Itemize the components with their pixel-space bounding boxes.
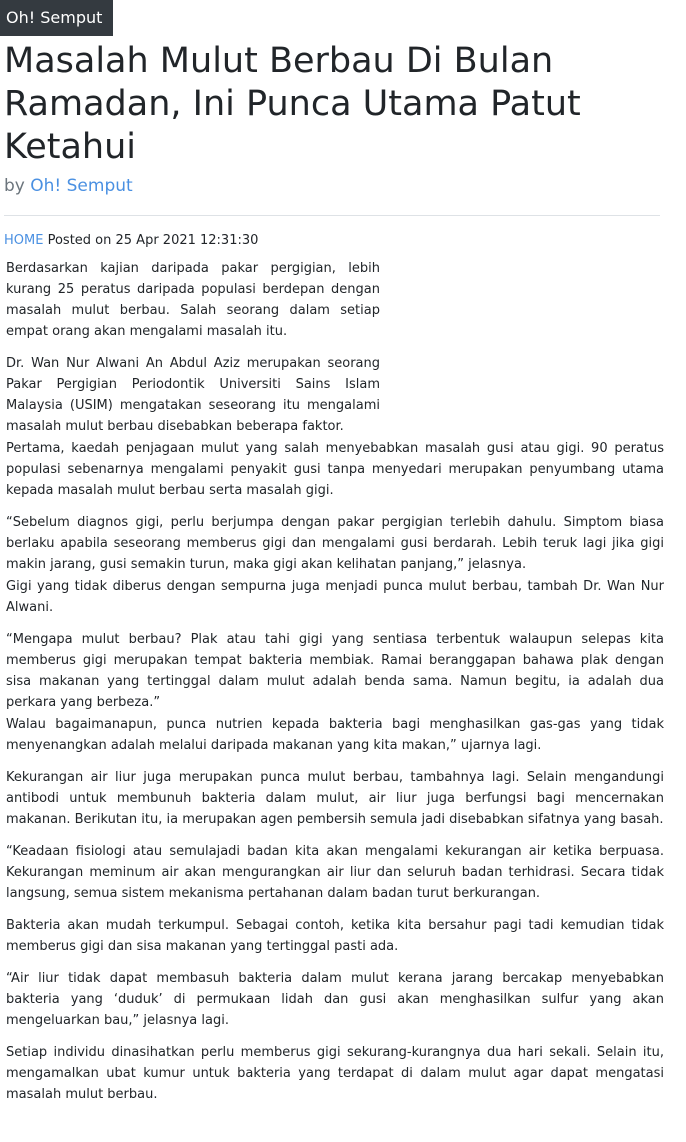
posted-date: Posted on 25 Apr 2021 12:31:30	[47, 233, 259, 248]
paragraph: Bakteria akan mudah terkumpul. Sebagai contoh, ketika kita bersahur pagi tadi kemudian tidak memberus gigi dan sisa makanan yang tertinggal pasti ada.	[6, 918, 664, 954]
paragraph: “Sebelum diagnos gigi, perlu berjumpa dengan pakar pergigian terlebih dahulu. Simptom biasa berlaku apabila seseorang memberus gigi dan mengalami gusi berdarah. Lebih teruk lagi jika gigi makin jarang, gusi semakin turun, maka gigi akan kelihatan panjang,” jelasnya.	[6, 515, 664, 572]
article-body	[6, 258, 664, 1105]
post-meta	[4, 233, 258, 248]
article-title: Masalah Mulut Berbau Di Bulan Ramadan, Ini Punca Utama Patut Ketahui	[4, 41, 581, 167]
author-link[interactable]: Oh! Semput	[30, 176, 133, 196]
paragraph: Kekurangan air liur juga merupakan punca mulut berbau, tambahnya lagi. Selain mengandungi antibodi untuk membunuh bakteria dalam mulut, air liur juga berfungsi bagi mencernakan makanan. Berikutan itu, ia merupakan agen pembersih semula jadi disebabkan sifatnya yang basah.	[6, 770, 664, 827]
byline-prefix: by	[4, 176, 25, 196]
paragraph: Dr. Wan Nur Alwani An Abdul Aziz merupakan seorang Pakar Pergigian Periodontik Universiti Sains Islam Malaysia (USIM) mengatakan seseorang itu mengalami masalah mulut berbau disebabkan beberapa faktor.	[6, 356, 380, 434]
paragraph: Walau bagaimanapun, punca nutrien kepada bakteria bagi menghasilkan gas-gas yang tidak menyenangkan adalah melalui daripada makanan yang kita makan,” ujarnya lagi.	[6, 717, 664, 753]
breadcrumb-home-link[interactable]: HOME	[4, 233, 44, 248]
paragraph: Setiap individu dinasihatkan perlu memberus gigi sekurang-kurangnya dua hari sekali. Selain itu, mengamalkan ubat kumur untuk bakteria yang terdapat di dalam mulut agar dapat mengatasi masalah mulut berbau.	[6, 1045, 664, 1102]
paragraph: Gigi yang tidak diberus dengan sempurna juga menjadi punca mulut berbau, tambah Dr. Wan Nur Alwani.	[6, 579, 664, 615]
header-divider	[4, 215, 660, 216]
paragraph: Pertama, kaedah penjagaan mulut yang salah menyebabkan masalah gusi atau gigi. 90 peratus populasi sebenarnya mengalami penyakit gusi tanpa menyedari merupakan penyumbang utama kepada masalah mulut berbau serta masalah gigi.	[6, 441, 664, 498]
site-brand-link[interactable]: Oh! Semput	[0, 0, 113, 36]
article-byline	[4, 176, 133, 196]
paragraph: “Air liur tidak dapat membasuh bakteria dalam mulut kerana jarang bercakap menyebabkan bakteria yang ‘duduk’ di permukaan lidah dan gusi akan menghasilkan sulfur yang akan mengeluarkan bau,” jelasnya lagi.	[6, 971, 664, 1028]
paragraph: “Keadaan fisiologi atau semulajadi badan kita akan mengalami kekurangan air ketika berpuasa. Kekurangan meminum air akan mengurangkan air liur dan seluruh badan terhidrasi. Secara tidak langsung, semua sistem mekanisma pertahanan dalam badan turut berkurangan.	[6, 844, 664, 901]
paragraph: “Mengapa mulut berbau? Plak atau tahi gigi yang sentiasa terbentuk walaupun selepas kita memberus gigi merupakan tempat bakteria membiak. Ramai beranggapan bahawa plak dengan sisa makanan yang tertinggal dalam mulut adalah benda sama. Namun begitu, ia adalah dua perkara yang berbeza.”	[6, 632, 664, 710]
paragraph: Berdasarkan kajian daripada pakar pergigian, lebih kurang 25 peratus daripada populasi berdepan dengan masalah mulut berbau. Salah seorang dalam setiap empat orang akan mengalami masalah itu.	[6, 261, 380, 339]
